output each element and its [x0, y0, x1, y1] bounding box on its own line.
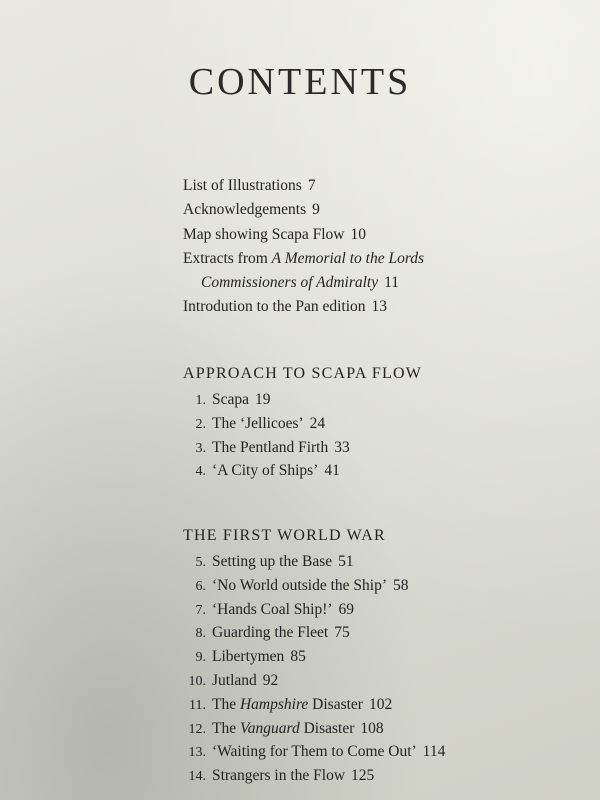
chapter-page: 51 [338, 553, 354, 570]
chapter-number: 8. [195, 626, 206, 642]
chapter-item [180, 693, 445, 717]
front-matter-item [183, 174, 424, 198]
chapter-number: 4. [195, 464, 206, 480]
chapter-title: ‘Waiting for Them to Come Out’ [212, 743, 417, 761]
chapter-page: 85 [290, 648, 306, 666]
front-matter-text: Introdution to the Pan edition [183, 298, 366, 316]
chapter-number: 11. [189, 697, 206, 713]
chapter-item [180, 598, 445, 622]
chapter-item [180, 436, 350, 460]
chapter-page: 41 [324, 462, 340, 480]
chapter-item [180, 669, 445, 693]
chapter-page: 125 [351, 767, 375, 785]
section-heading: APPROACH TO SCAPA FLOW [183, 365, 423, 382]
chapter-title: The ‘Jellicoes’ [212, 414, 304, 432]
section-heading: THE FIRST WORLD WAR [183, 527, 386, 544]
ship-name-italic: Hampshire [239, 695, 309, 713]
chapter-page: 114 [422, 743, 446, 761]
chapter-page: 24 [309, 414, 326, 432]
chapter-title [212, 720, 354, 737]
front-matter-item [183, 223, 424, 247]
chapter-item [180, 388, 350, 412]
chapter-item [180, 717, 445, 741]
chapter-title: Guarding the Fleet [212, 624, 329, 642]
chapter-item [180, 412, 350, 436]
chapter-number: 6. [195, 578, 206, 594]
chapter-title-post: Disaster [299, 719, 355, 737]
page-title: CONTENTS [188, 61, 412, 103]
front-matter-text: List of Illustrations [183, 177, 302, 194]
chapter-number: 2. [195, 416, 206, 432]
chapter-number: 14. [188, 769, 206, 785]
front-matter-list [183, 174, 424, 320]
chapter-title [212, 696, 363, 713]
chapter-number: 1. [195, 393, 206, 408]
chapter-title-pre: The [212, 719, 240, 737]
chapter-title: Scapa [212, 391, 250, 408]
chapter-item [180, 740, 445, 764]
chapter-page: 108 [360, 719, 384, 737]
chapter-item [180, 764, 445, 788]
chapter-page: 102 [368, 695, 393, 713]
front-matter-text: Extracts from [183, 249, 272, 267]
front-matter-page: 10 [350, 225, 366, 243]
chapter-title: ‘Hands Coal Ship!’ [212, 600, 333, 618]
front-matter-page: 11 [384, 274, 400, 292]
ship-name-italic: Vanguard [239, 719, 300, 737]
chapter-title: The Pentland Firth [212, 438, 329, 456]
front-matter-item [183, 247, 424, 271]
front-matter-item [183, 295, 424, 319]
chapter-item [180, 459, 350, 483]
front-matter-page: 9 [312, 201, 320, 219]
chapter-item [180, 574, 445, 598]
chapter-page: 58 [392, 576, 409, 594]
chapter-page: 75 [334, 624, 350, 642]
front-matter-page: 7 [307, 177, 316, 194]
chapter-number: 12. [188, 721, 206, 737]
chapter-title: ‘No World outside the Ship’ [212, 576, 387, 594]
front-matter-item [183, 198, 424, 222]
chapter-item [180, 550, 445, 574]
front-matter-page: 13 [371, 298, 388, 316]
chapter-number: 13. [188, 745, 206, 761]
chapter-item [180, 621, 445, 645]
chapter-list [180, 388, 350, 483]
chapter-title: Jutland [212, 671, 257, 689]
chapter-title: Setting up the Base [212, 553, 333, 570]
front-matter-text: Acknowledgements [183, 201, 307, 219]
chapter-title-post: Disaster [308, 695, 363, 713]
chapter-number: 7. [195, 602, 206, 618]
chapter-list [180, 550, 445, 788]
chapter-item [180, 645, 445, 669]
front-matter-italic-text: Commissioners of Admiralty [201, 274, 379, 292]
front-matter-text: Map showing Scapa Flow [183, 225, 345, 243]
chapter-page: 69 [338, 600, 355, 618]
chapter-number: 3. [195, 440, 206, 456]
front-matter-italic-text: A Memorial to the Lords [271, 249, 425, 267]
chapter-page: 33 [334, 438, 350, 456]
chapter-number: 9. [195, 650, 206, 666]
chapter-title: ‘A City of Ships’ [212, 462, 319, 480]
chapter-page: 19 [255, 391, 271, 408]
chapter-title-pre: The [212, 695, 240, 713]
chapter-number: 10. [188, 673, 206, 689]
chapter-page: 92 [262, 671, 279, 689]
chapter-title: Strangers in the Flow [212, 767, 346, 785]
front-matter-item [183, 271, 424, 295]
chapter-number: 5. [195, 555, 206, 570]
chapter-title: Libertymen [212, 648, 285, 666]
